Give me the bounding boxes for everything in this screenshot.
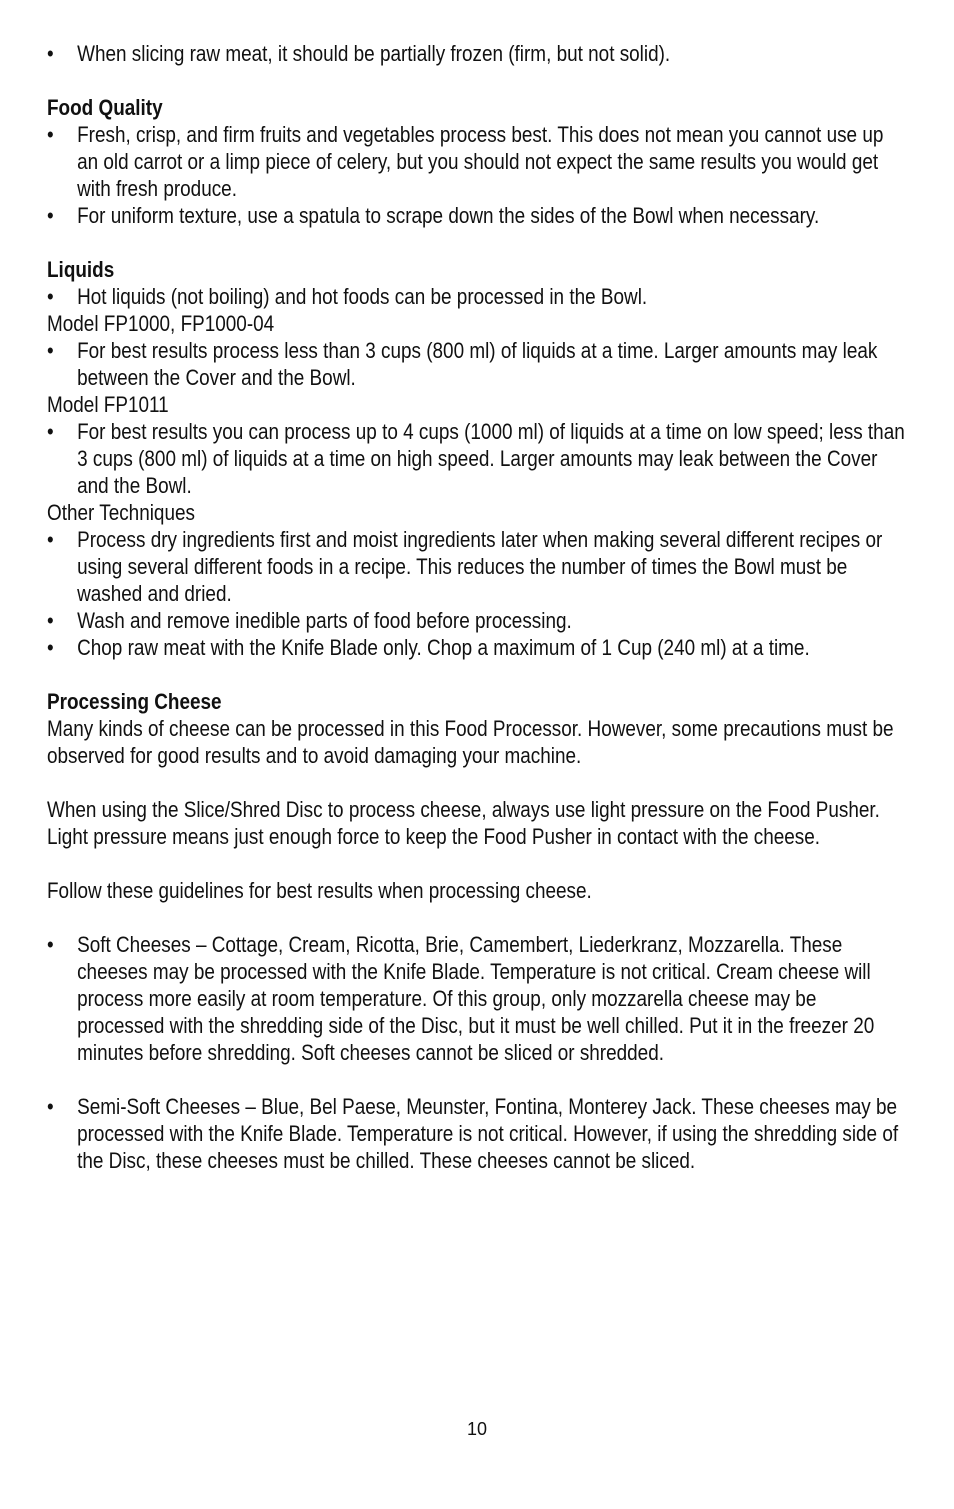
spacer — [47, 769, 909, 796]
intro-bullet: • When slicing raw meat, it should be partially frozen (firm, but not solid). — [47, 40, 909, 67]
spacer — [47, 229, 909, 256]
soft-cheeses-bullet: • Soft Cheeses – Cottage, Cream, Ricotta, Brie, Camembert, Liederkranz, Mozzarella. These cheeses may be processed with the Knife Blade. Temperature is not critical. Cream cheese will process more easily at room temperature. Of this group, only mozzarella cheese may be processed with the shredding side of the Disc, but it must be well chilled. Put it in the freezer 20 minutes before shredding. Soft cheeses cannot be sliced or shredded. — [47, 931, 909, 1066]
cheese-paragraph: When using the Slice/Shred Disc to process cheese, always use light pressure on the Food Pusher. Light pressure means just enough force to keep the Food Pusher in contact with the cheese. — [47, 797, 880, 849]
spacer — [47, 1066, 909, 1093]
food-quality-heading: Food Quality — [47, 95, 163, 120]
food-quality-bullet: • For uniform texture, use a spatula to scrape down the sides of the Bowl when necessary. — [47, 202, 909, 229]
cheese-paragraph: Many kinds of cheese can be processed in this Food Processor. However, some precautions must be observed for good results and to avoid damaging your machine. — [47, 716, 894, 768]
liquids-bullet: • For best results you can process up to 4 cups (1000 ml) of liquids at a time on low speed; less than 3 cups (800 ml) of liquids at a time on high speed. Larger amounts may leak between the Cover and the Bowl. — [47, 418, 909, 499]
spacer — [47, 850, 909, 877]
technique-bullet: • Process dry ingredients first and moist ingredients later when making several different recipes or using several different foods in a recipe. This reduces the number of times the Bowl must be washed and dried. — [47, 526, 909, 607]
food-quality-bullet: • Fresh, crisp, and firm fruits and vegetables process best. This does not mean you cannot use up an old carrot or a limp piece of celery, but you should not expect the same results you would get with fresh produce. — [47, 121, 909, 202]
liquids-heading: Liquids — [47, 257, 115, 282]
model-label: Model FP1011 — [47, 392, 169, 417]
spacer — [47, 904, 909, 931]
page-number: 10 — [466, 1419, 488, 1439]
liquids-bullet: • For best results process less than 3 cups (800 ml) of liquids at a time. Larger amounts may leak between the Cover and the Bowl. — [47, 337, 909, 391]
spacer — [47, 67, 909, 94]
page-content — [47, 40, 909, 1174]
model-label: Model FP1000, FP1000-04 — [47, 311, 275, 336]
technique-bullet: • Chop raw meat with the Knife Blade only. Chop a maximum of 1 Cup (240 ml) at a time. — [47, 634, 909, 661]
spacer — [47, 661, 909, 688]
cheese-paragraph: Follow these guidelines for best results when processing cheese. — [47, 878, 592, 903]
liquids-bullet: • Hot liquids (not boiling) and hot foods can be processed in the Bowl. — [47, 283, 909, 310]
semi-soft-cheeses-bullet: • Semi-Soft Cheeses – Blue, Bel Paese, Meunster, Fontina, Monterey Jack. These cheeses may be processed with the Knife Blade. Temperature is not critical. However, if using the shredding side of the Disc, these cheeses must be chilled. These cheeses cannot be sliced. — [47, 1093, 909, 1174]
processing-cheese-heading: Processing Cheese — [47, 689, 222, 714]
technique-bullet: • Wash and remove inedible parts of food before processing. — [47, 607, 909, 634]
other-techniques-label: Other Techniques — [47, 500, 195, 525]
